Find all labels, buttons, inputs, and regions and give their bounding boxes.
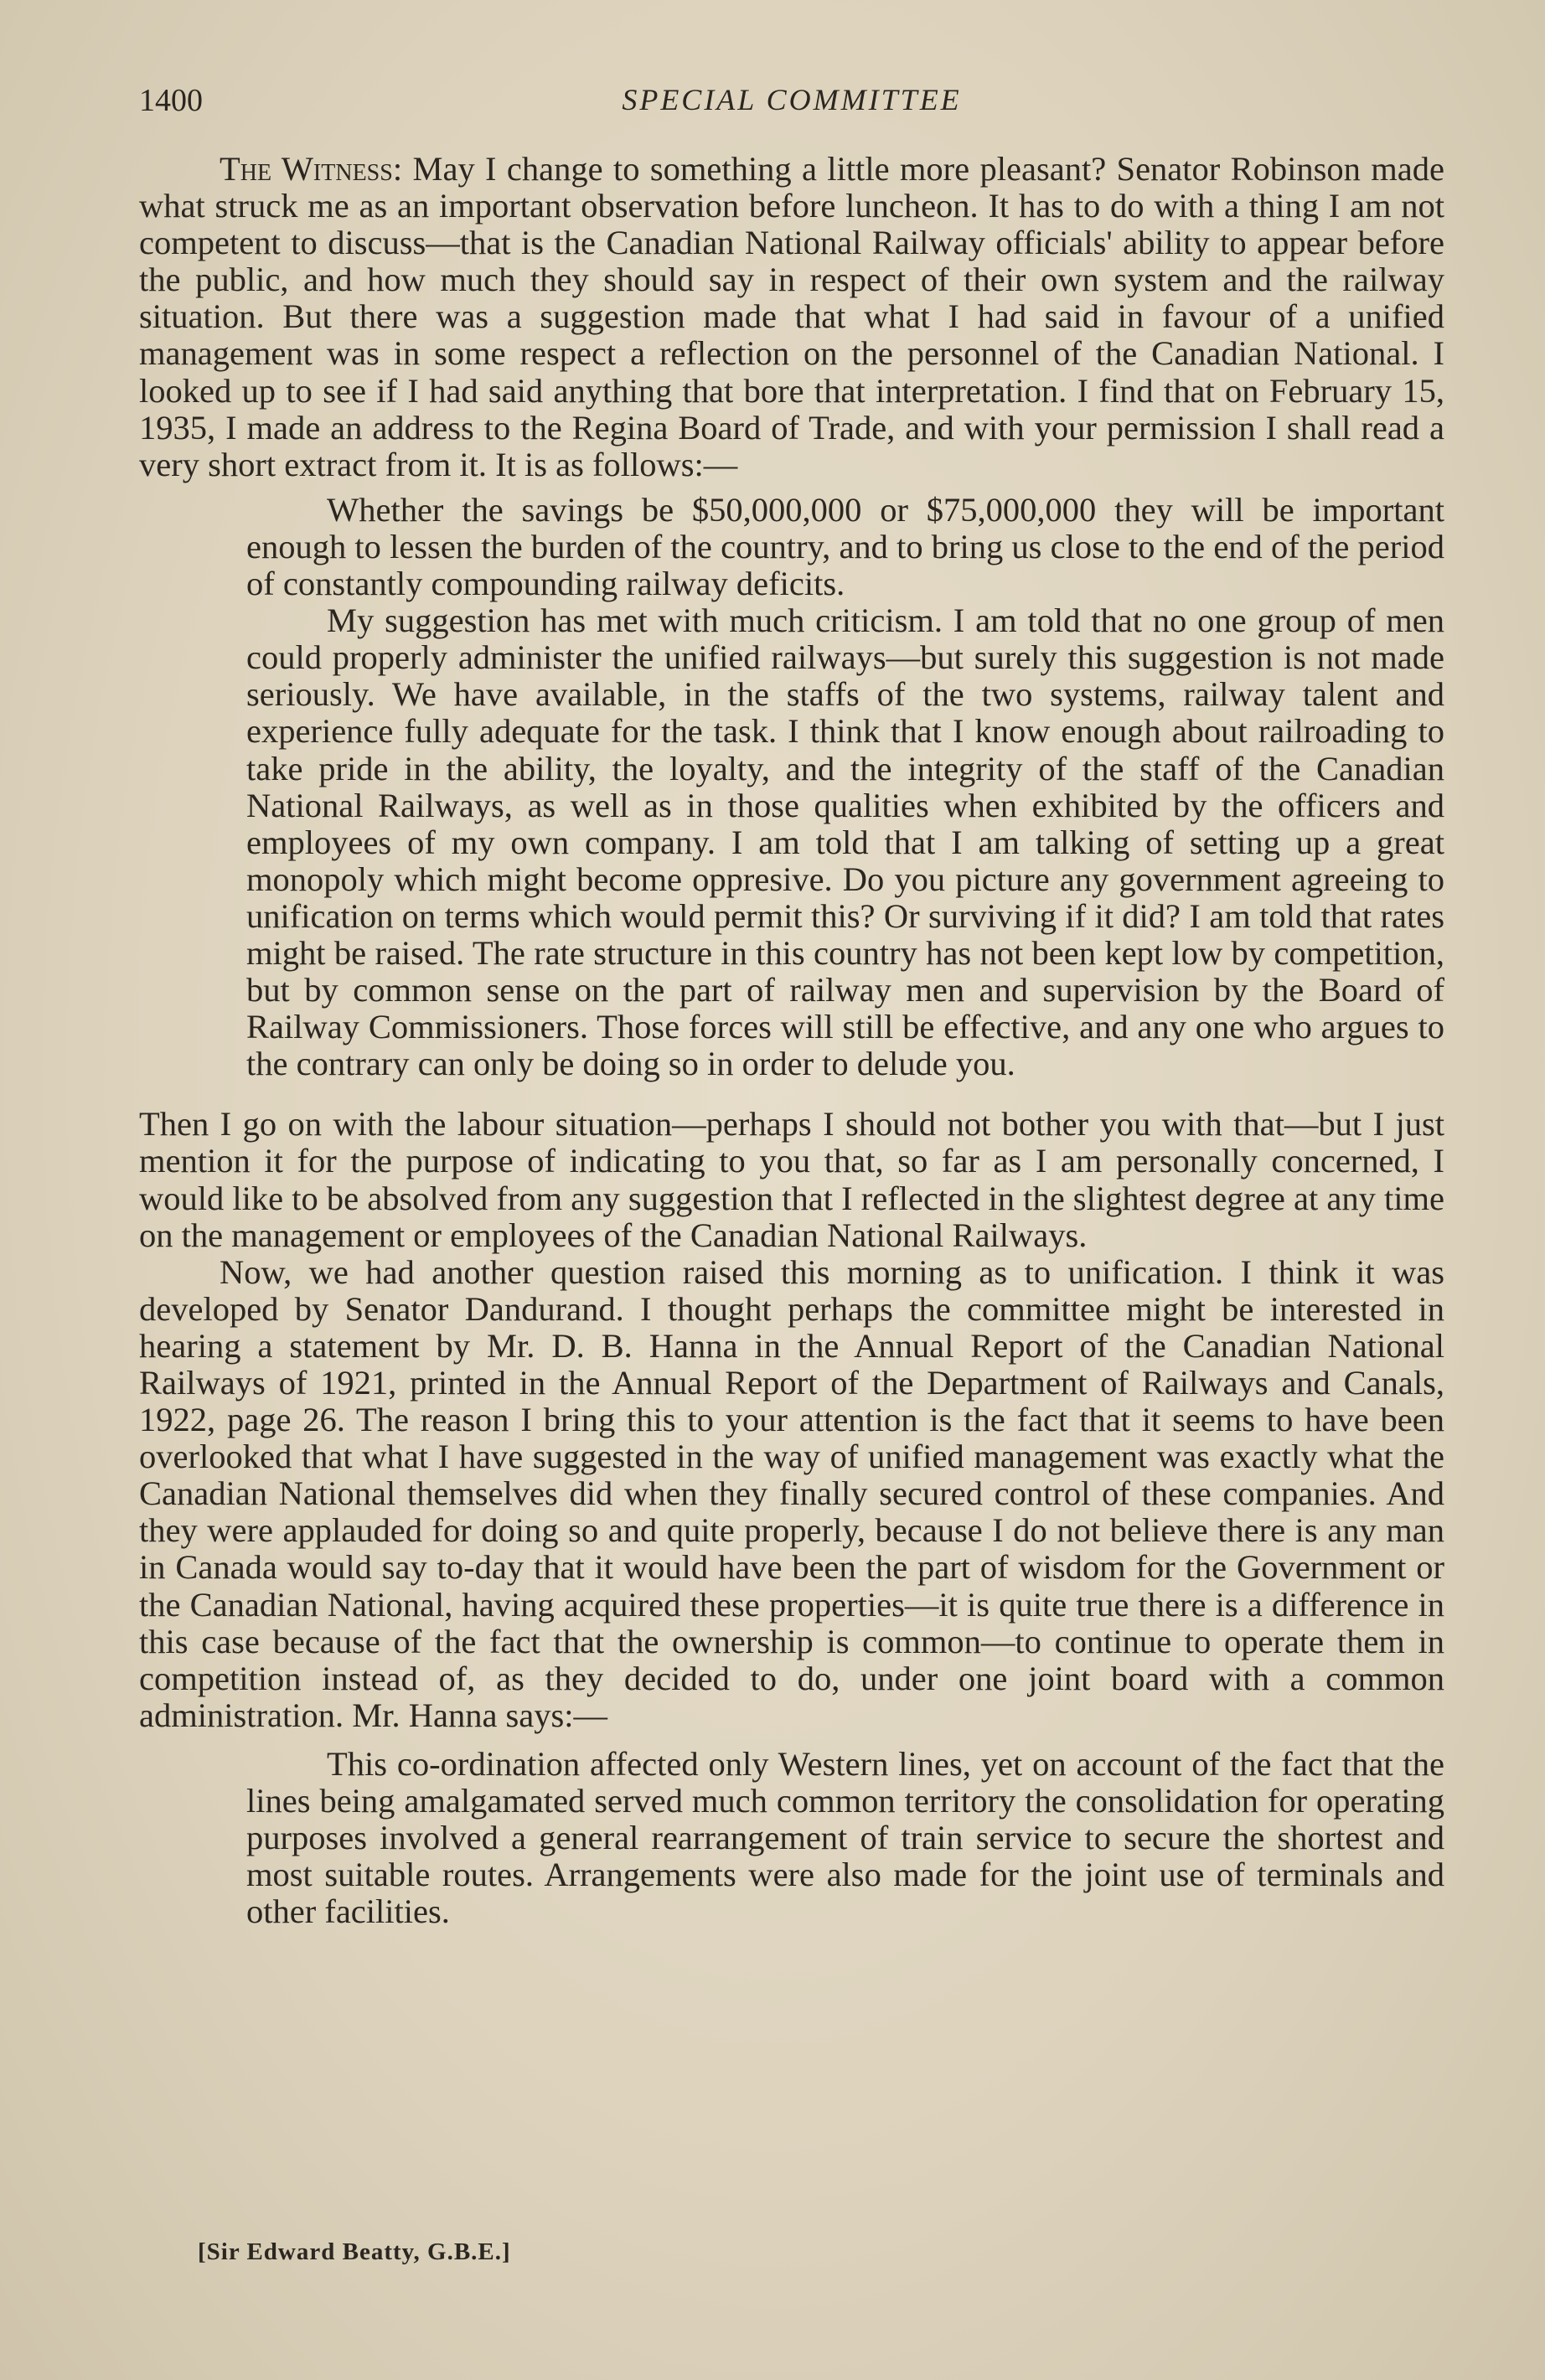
speaker-attribution: [Sir Edward Beatty, G.B.E.] — [198, 2238, 511, 2265]
running-head: SPECIAL COMMITTEE — [622, 83, 962, 116]
quote-paragraph: My suggestion has met with much criticism. I am told that no one group of men could properly administer the unified railways—but surely this suggestion is not made seriously. We have available, in the staffs of the two systems, railway talent and experience fully adequate for the task. I think that I know enough about railroading to take pride in the ability, the loyalty, and the integrity of the staff of the Canadian National Railways, as well as in those qualities when exhibited by the officers and employees of my own company. I am told that I am talking of setting up a great monopoly which might become oppresive. Do you picture any government agreeing to unification on terms which would permit this? Or surviving if it did? I am told that rates might be raised. The rate structure in this country has not been kept low by competition, but by common sense on the part of railway men and supervision by the Board of Railway Commissioners. Those forces will still be effective, and any one who argues to the contrary can only be doing so in order to delude you. — [246, 601, 1444, 1083]
body-paragraph: Now, we had another question raised this morning as to unification. I think it was developed by Senator Dandurand. I thought perhaps the committee might be interested in hearing a statement by Mr. D. B. Hanna in the Annual Report of the Canadian National Railways of 1921, printed in the Annual Report of the Department of Railways and Canals, 1922, page 26. The reason I bring this to your attention is the fact that it seems to have been overlooked that what I have suggested in the way of unified management was exactly what the Canadian National themselves did when they finally secured control of these companies. And they were applauded for doing so and quite properly, because I do not believe there is any man in Canada would say to-day that it would have been the part of wisdom for the Government or the Canadian National, having acquired these properties—it is quite true there is a difference in this case because of the fact that the ownership is common—to continue to operate them in competition instead of, as they decided to do, under one joint board with a common administration. Mr. Hanna says:— — [139, 1252, 1444, 1734]
page-header — [139, 82, 1444, 132]
witness-paragraph — [139, 151, 1444, 483]
main-text — [139, 151, 1444, 1930]
page-number: 1400 — [139, 83, 203, 118]
quote-paragraph: Whether the savings be $50,000,000 or $75,000,000 they will be important enough to lessen the burden of the country, and to bring us close to the end of the period of constantly compounding railway deficits. — [246, 490, 1444, 603]
body-paragraph: Then I go on with the labour situation—perhaps I should not bother you with that—but I just mention it for the purpose of indicating to you that, so far as I am personally concerned, I would like to be absolved from any suggestion that I reflected in the slightest degree at any time on the management or employees of the Canadian National Railways. — [139, 1105, 1444, 1254]
speaker-label: The Witness: — [220, 150, 403, 188]
witness-statement: May I change to something a little more pleasant? Senator Robinson made what struck me as an important observation before luncheon. It has to do with a thing I am not competent to discuss—that is the Canadian National Railway officials' ability to appear before the public, and how much they should say in respect of their own system and the railway situation. But there was a suggestion made that what I had said in favour of a unified management was in some respect a reflection on the personnel of the Canadian National. I looked up to see if I had said anything that bore that interpretation. I find that on February 15, 1935, I made an address to the Regina Board of Trade, and with your permission I shall read a very short extract from it. It is as follows:— — [139, 150, 1444, 483]
quote-paragraph: This co-ordination affected only Western lines, yet on account of the fact that the lines being amalgamated served much common territory the consolidation for operating purposes involved a general rearrangement of train service to secure the shortest and most suitable routes. Arrangements were also made for the joint use of terminals and other facilities. — [246, 1744, 1444, 1931]
